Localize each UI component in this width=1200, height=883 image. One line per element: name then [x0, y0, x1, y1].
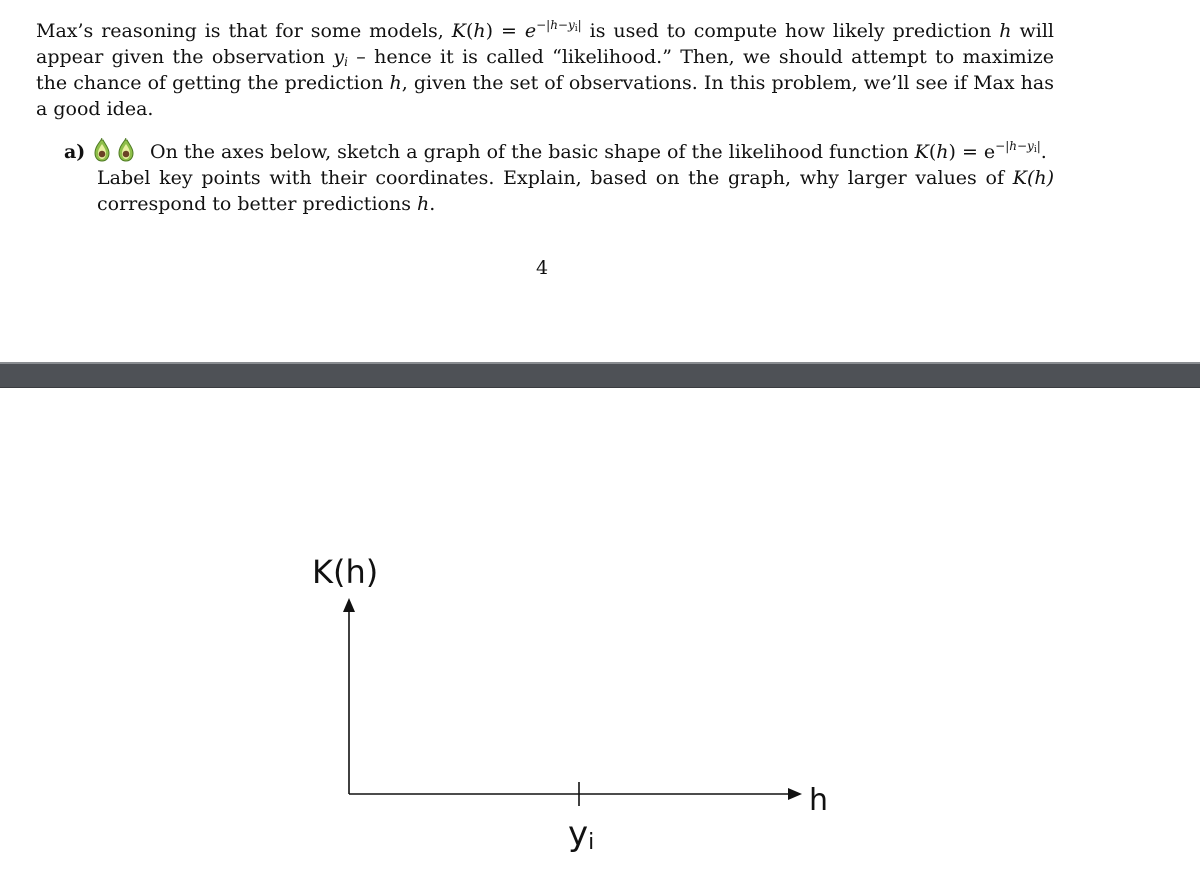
problem-intro: Max’s reasoning is that for some models, $K(h) = e^{-|h-y_i|}$ is used to compute how likely prediction h will appear given the observation $y_i$ – hence it is called “likelihood.” Then, we should attempt to maximize the chance of getting the prediction h, given the set of observations. In this problem, we’ll see if Max has a good idea. [36, 18, 1054, 120]
part-a-line1: On the axes below, sketch a graph of the basic shape of the likelihood function $K(h) = e^{-|h-y_i|}$. [150, 139, 1047, 163]
tick-label-yi: yi [568, 814, 595, 855]
part-a-label: a) [64, 141, 86, 163]
document-page [0, 0, 1200, 362]
x-axis-label: h [809, 783, 829, 818]
page-number: 4 [536, 257, 549, 279]
graph-axes [0, 388, 1200, 883]
page-separator [0, 362, 1200, 388]
part-a [64, 138, 1054, 217]
y-axis-label: K(h) [312, 553, 379, 591]
avocado-icon [94, 138, 144, 162]
x-axis-arrow [788, 788, 802, 800]
part-a-body: Label key points with their coordinates. Explain, based on the graph, why larger values of K(h) correspond to better predictions h. [97, 167, 1054, 215]
y-axis-arrow [343, 598, 355, 612]
